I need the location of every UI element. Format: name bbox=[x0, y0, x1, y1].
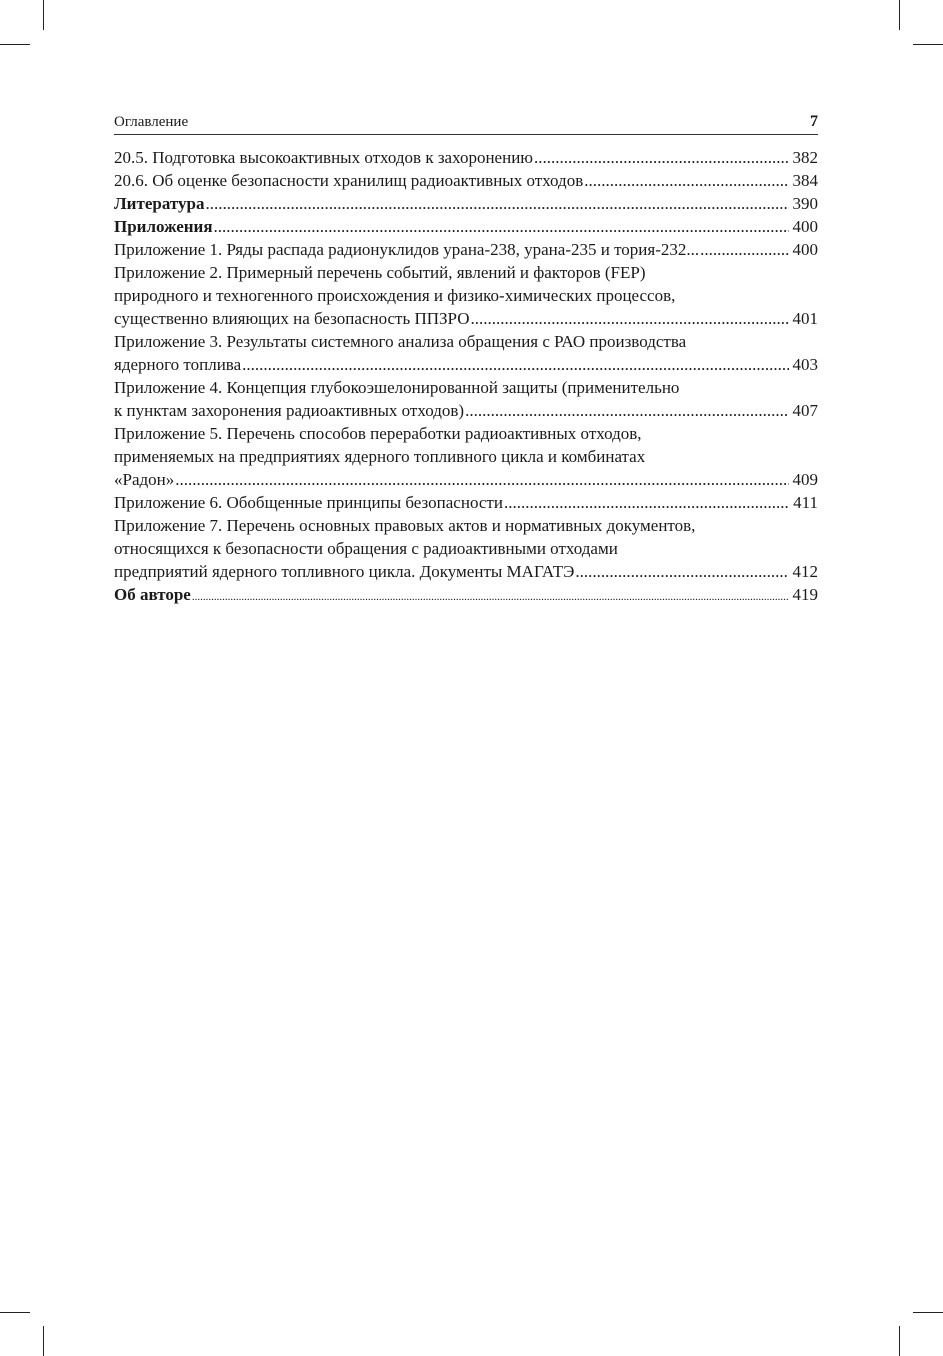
crop-mark bbox=[913, 1312, 943, 1313]
toc-page: 407 bbox=[792, 401, 818, 420]
crop-mark bbox=[899, 0, 900, 30]
toc-page: 419 bbox=[792, 585, 818, 604]
toc-entry-text: ядерного топлива bbox=[114, 355, 242, 374]
toc-entry-text: Приложение 3. Результаты системного анализа обращения с РАО производства bbox=[114, 332, 687, 351]
header-title: Оглавление bbox=[114, 114, 189, 130]
leader-dots bbox=[534, 146, 789, 169]
toc-entry-appendices bbox=[114, 215, 818, 238]
toc-page: 384 bbox=[792, 171, 818, 190]
leader-dots bbox=[575, 560, 788, 583]
toc-entry bbox=[114, 491, 818, 514]
toc-entry-text: Приложение 6. Обобщенные принципы безопасности bbox=[114, 493, 503, 512]
toc-page: 411 bbox=[793, 493, 818, 512]
leader-dots bbox=[504, 491, 789, 514]
page-number: 7 bbox=[810, 113, 818, 130]
toc-entry bbox=[114, 422, 818, 491]
crop-mark bbox=[43, 0, 44, 30]
leader-dots bbox=[584, 169, 788, 192]
running-header bbox=[114, 112, 818, 135]
toc-page: 409 bbox=[792, 470, 818, 489]
toc-page: 390 bbox=[792, 194, 818, 213]
toc-page: 403 bbox=[792, 355, 818, 374]
toc-entry-text: Приложения bbox=[114, 217, 213, 236]
toc-entry-text: существенно влияющих на безопасность ППЗРО bbox=[114, 309, 470, 328]
toc-entry bbox=[114, 330, 818, 376]
toc-entry bbox=[114, 169, 818, 192]
crop-mark bbox=[0, 1312, 30, 1313]
toc-entry-text: к пунктам захоронения радиоактивных отходов) bbox=[114, 401, 465, 420]
toc-entry-about-author bbox=[114, 583, 818, 609]
toc-page: 412 bbox=[792, 562, 818, 581]
toc-page: 401 bbox=[792, 309, 818, 328]
leader-dots bbox=[700, 238, 788, 261]
table-of-contents bbox=[114, 146, 818, 609]
toc-entry bbox=[114, 376, 818, 422]
toc-entry-text: 20.5. Подготовка высокоактивных отходов к захоронению bbox=[114, 148, 533, 167]
crop-mark bbox=[0, 44, 30, 45]
leader-dots bbox=[471, 307, 789, 330]
crop-mark bbox=[43, 1326, 44, 1356]
leader-dots bbox=[242, 353, 788, 376]
toc-entry bbox=[114, 514, 818, 583]
toc-page: 382 bbox=[792, 148, 818, 167]
toc-entry-text: 20.6. Об оценке безопасности хранилищ радиоактивных отходов bbox=[114, 171, 584, 190]
toc-entry-text: применяемых на предприятиях ядерного топливного цикла и комбинатах bbox=[114, 447, 646, 466]
toc-entry bbox=[114, 238, 818, 261]
leader-dots bbox=[214, 215, 789, 238]
toc-page: 400 bbox=[792, 240, 818, 259]
toc-entry-text: «Радон» bbox=[114, 470, 175, 489]
leader-dots bbox=[465, 399, 788, 422]
leader-dots bbox=[205, 192, 788, 215]
toc-entry-text: предприятий ядерного топливного цикла. Документы МАГАТЭ bbox=[114, 562, 575, 581]
toc-entry-text: природного и техногенного происхождения и физико-химических процессов, bbox=[114, 286, 676, 305]
toc-entry-text: Приложение 1. Ряды распада радионуклидов урана-238, урана-235 и тория-232... bbox=[114, 240, 700, 259]
toc-entry-text: Приложение 2. Примерный перечень событий, явлений и факторов (FEP) bbox=[114, 263, 646, 282]
toc-page: 400 bbox=[792, 217, 818, 236]
toc-entry-text: Литература bbox=[114, 194, 205, 213]
toc-entry-text: Приложение 4. Концепция глубокоэшелонированной защиты (применительно bbox=[114, 378, 680, 397]
toc-entry-text: Приложение 5. Перечень способов переработки радиоактивных отходов, bbox=[114, 424, 642, 443]
toc-entry-bibliography bbox=[114, 192, 818, 215]
toc-entry bbox=[114, 146, 818, 169]
leader-dots bbox=[175, 468, 788, 491]
toc-entry-text: Об авторе bbox=[114, 585, 191, 604]
toc-entry-text: Приложение 7. Перечень основных правовых актов и нормативных документов, bbox=[114, 516, 696, 535]
toc-entry-text: относящихся к безопасности обращения с радиоактивными отходами bbox=[114, 539, 618, 558]
crop-mark bbox=[913, 44, 943, 45]
toc-entry bbox=[114, 261, 818, 330]
leader-dots bbox=[192, 586, 789, 609]
crop-mark bbox=[899, 1326, 900, 1356]
